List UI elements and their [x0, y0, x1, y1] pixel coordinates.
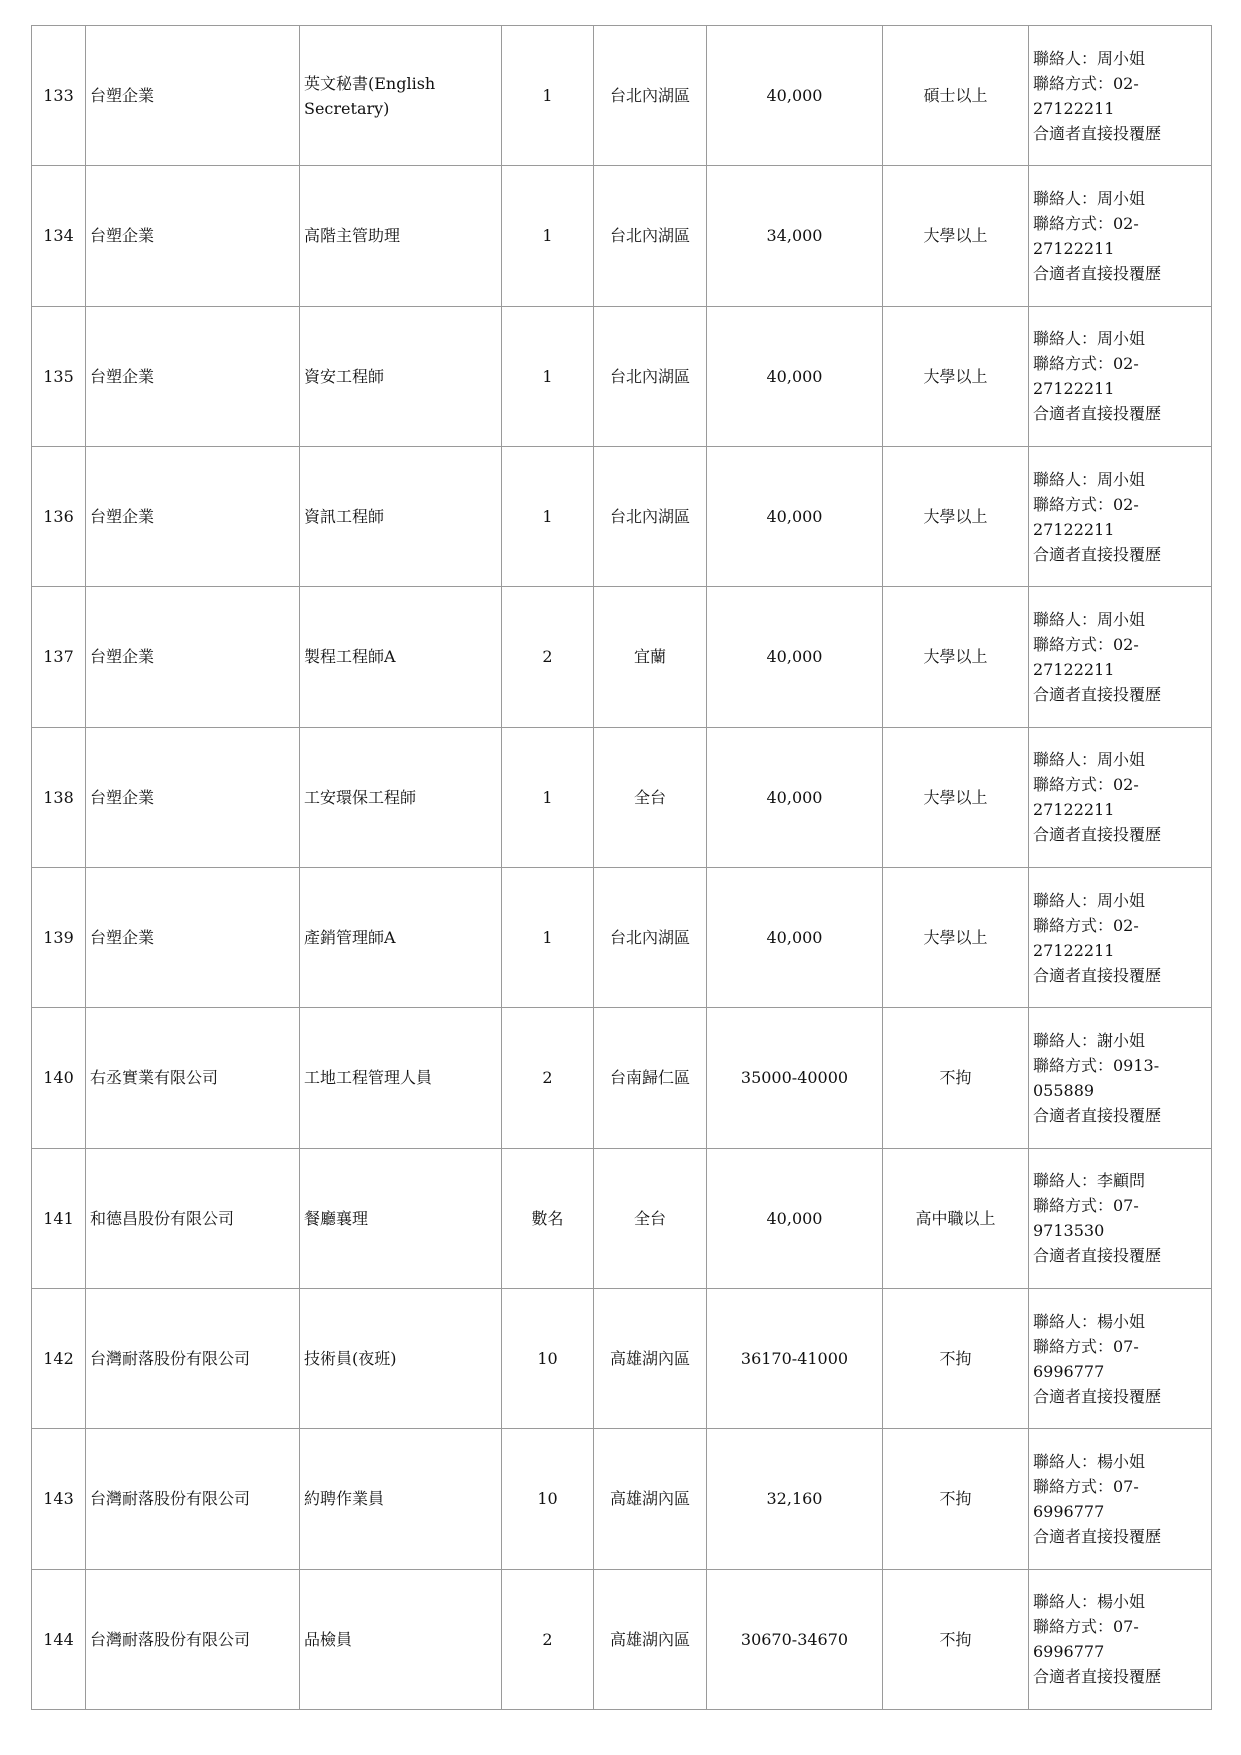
work-location: 高雄湖內區 [594, 1288, 707, 1428]
company-name: 台塑企業 [86, 306, 300, 446]
table-row [32, 26, 1212, 166]
contact-person: 聯絡人：周小姐 [1033, 329, 1146, 349]
contact-note: 合適者直接投覆歷 [1033, 1246, 1162, 1266]
headcount: 1 [502, 26, 594, 166]
contact-note: 合適者直接投覆歷 [1033, 404, 1162, 424]
education-requirement: 大學以上 [883, 166, 1029, 306]
company-name: 台塑企業 [86, 446, 300, 586]
table-row [32, 1288, 1212, 1428]
table-row [32, 867, 1212, 1007]
work-location: 全台 [594, 1148, 707, 1288]
education-requirement: 不拘 [883, 1429, 1029, 1569]
row-number: 136 [32, 446, 86, 586]
contact-phone: 聯絡方式：02-27122211 [1033, 354, 1139, 399]
salary: 40,000 [707, 727, 883, 867]
salary: 40,000 [707, 867, 883, 1007]
contact-phone: 聯絡方式：02-27122211 [1033, 494, 1139, 539]
job-title: 工安環保工程師 [300, 727, 502, 867]
table-body [32, 26, 1212, 1710]
contact-info [1029, 1008, 1212, 1148]
row-number: 140 [32, 1008, 86, 1148]
row-number: 133 [32, 26, 86, 166]
work-location: 台南歸仁區 [594, 1008, 707, 1148]
contact-phone: 聯絡方式：07-6996777 [1033, 1336, 1139, 1381]
contact-person: 聯絡人：周小姐 [1033, 188, 1146, 208]
work-location: 台北內湖區 [594, 446, 707, 586]
table-row [32, 1569, 1212, 1709]
salary: 40,000 [707, 26, 883, 166]
headcount: 2 [502, 587, 594, 727]
contact-person: 聯絡人：楊小姐 [1033, 1451, 1146, 1471]
contact-info [1029, 867, 1212, 1007]
job-title: 資安工程師 [300, 306, 502, 446]
salary: 40,000 [707, 306, 883, 446]
contact-info [1029, 1569, 1212, 1709]
contact-note: 合適者直接投覆歷 [1033, 1526, 1162, 1546]
contact-phone: 聯絡方式：07-6996777 [1033, 1476, 1139, 1521]
contact-info [1029, 26, 1212, 166]
education-requirement: 大學以上 [883, 587, 1029, 727]
work-location: 全台 [594, 727, 707, 867]
headcount: 數名 [502, 1148, 594, 1288]
table-row [32, 1148, 1212, 1288]
education-requirement: 大學以上 [883, 867, 1029, 1007]
job-title: 製程工程師A [300, 587, 502, 727]
contact-note: 合適者直接投覆歷 [1033, 263, 1162, 283]
contact-person: 聯絡人：謝小姐 [1033, 1030, 1146, 1050]
education-requirement: 高中職以上 [883, 1148, 1029, 1288]
table-row [32, 587, 1212, 727]
company-name: 台塑企業 [86, 587, 300, 727]
work-location: 高雄湖內區 [594, 1569, 707, 1709]
work-location: 高雄湖內區 [594, 1429, 707, 1569]
salary: 36170-41000 [707, 1288, 883, 1428]
contact-person: 聯絡人：周小姐 [1033, 609, 1146, 629]
job-title: 高階主管助理 [300, 166, 502, 306]
headcount: 1 [502, 727, 594, 867]
contact-note: 合適者直接投覆歷 [1033, 1105, 1162, 1125]
salary: 40,000 [707, 1148, 883, 1288]
row-number: 135 [32, 306, 86, 446]
contact-phone: 聯絡方式：07-9713530 [1033, 1196, 1139, 1241]
contact-person: 聯絡人：周小姐 [1033, 750, 1146, 770]
contact-info [1029, 1429, 1212, 1569]
row-number: 143 [32, 1429, 86, 1569]
table-row [32, 1008, 1212, 1148]
row-number: 141 [32, 1148, 86, 1288]
work-location: 台北內湖區 [594, 306, 707, 446]
contact-person: 聯絡人：楊小姐 [1033, 1311, 1146, 1331]
headcount: 1 [502, 166, 594, 306]
contact-phone: 聯絡方式：02-27122211 [1033, 73, 1139, 118]
work-location: 台北內湖區 [594, 166, 707, 306]
headcount: 2 [502, 1569, 594, 1709]
job-title: 工地工程管理人員 [300, 1008, 502, 1148]
job-title: 品檢員 [300, 1569, 502, 1709]
education-requirement: 大學以上 [883, 727, 1029, 867]
company-name: 台灣耐落股份有限公司 [86, 1569, 300, 1709]
job-title: 產銷管理師A [300, 867, 502, 1007]
contact-note: 合適者直接投覆歷 [1033, 825, 1162, 845]
job-title: 資訊工程師 [300, 446, 502, 586]
company-name: 和德昌股份有限公司 [86, 1148, 300, 1288]
education-requirement: 不拘 [883, 1008, 1029, 1148]
contact-info [1029, 306, 1212, 446]
contact-phone: 聯絡方式：0913-055889 [1033, 1055, 1160, 1100]
salary: 40,000 [707, 587, 883, 727]
row-number: 138 [32, 727, 86, 867]
row-number: 139 [32, 867, 86, 1007]
contact-person: 聯絡人：楊小姐 [1033, 1592, 1146, 1612]
table-row [32, 166, 1212, 306]
job-title: 技術員(夜班) [300, 1288, 502, 1428]
job-title: 英文秘書(English Secretary) [300, 26, 502, 166]
table-row [32, 446, 1212, 586]
company-name: 台塑企業 [86, 867, 300, 1007]
contact-phone: 聯絡方式：02-27122211 [1033, 915, 1139, 960]
contact-info [1029, 1288, 1212, 1428]
company-name: 台塑企業 [86, 727, 300, 867]
contact-note: 合適者直接投覆歷 [1033, 1667, 1162, 1687]
contact-note: 合適者直接投覆歷 [1033, 1386, 1162, 1406]
contact-person: 聯絡人：周小姐 [1033, 48, 1146, 68]
contact-person: 聯絡人：李顧問 [1033, 1171, 1146, 1191]
contact-note: 合適者直接投覆歷 [1033, 684, 1162, 704]
company-name: 右丞實業有限公司 [86, 1008, 300, 1148]
contact-note: 合適者直接投覆歷 [1033, 544, 1162, 564]
row-number: 144 [32, 1569, 86, 1709]
headcount: 1 [502, 446, 594, 586]
contact-note: 合適者直接投覆歷 [1033, 123, 1162, 143]
education-requirement: 碩士以上 [883, 26, 1029, 166]
company-name: 台塑企業 [86, 166, 300, 306]
contact-info [1029, 1148, 1212, 1288]
row-number: 137 [32, 587, 86, 727]
contact-info [1029, 166, 1212, 306]
salary: 34,000 [707, 166, 883, 306]
contact-person: 聯絡人：周小姐 [1033, 469, 1146, 489]
salary: 32,160 [707, 1429, 883, 1569]
contact-note: 合適者直接投覆歷 [1033, 965, 1162, 985]
work-location: 台北內湖區 [594, 26, 707, 166]
salary: 30670-34670 [707, 1569, 883, 1709]
headcount: 1 [502, 306, 594, 446]
table-row [32, 727, 1212, 867]
headcount: 10 [502, 1288, 594, 1428]
job-title: 約聘作業員 [300, 1429, 502, 1569]
company-name: 台灣耐落股份有限公司 [86, 1429, 300, 1569]
contact-phone: 聯絡方式：02-27122211 [1033, 775, 1139, 820]
job-listings-table [31, 25, 1212, 1710]
education-requirement: 不拘 [883, 1288, 1029, 1428]
education-requirement: 大學以上 [883, 446, 1029, 586]
education-requirement: 大學以上 [883, 306, 1029, 446]
education-requirement: 不拘 [883, 1569, 1029, 1709]
contact-info [1029, 446, 1212, 586]
contact-info [1029, 727, 1212, 867]
contact-phone: 聯絡方式：02-27122211 [1033, 213, 1139, 258]
row-number: 142 [32, 1288, 86, 1428]
salary: 35000-40000 [707, 1008, 883, 1148]
contact-person: 聯絡人：周小姐 [1033, 890, 1146, 910]
work-location: 宜蘭 [594, 587, 707, 727]
contact-phone: 聯絡方式：02-27122211 [1033, 634, 1139, 679]
headcount: 10 [502, 1429, 594, 1569]
row-number: 134 [32, 166, 86, 306]
table-row [32, 1429, 1212, 1569]
salary: 40,000 [707, 446, 883, 586]
headcount: 2 [502, 1008, 594, 1148]
contact-phone: 聯絡方式：07-6996777 [1033, 1617, 1139, 1662]
headcount: 1 [502, 867, 594, 1007]
company-name: 台灣耐落股份有限公司 [86, 1288, 300, 1428]
work-location: 台北內湖區 [594, 867, 707, 1007]
job-title: 餐廳襄理 [300, 1148, 502, 1288]
contact-info [1029, 587, 1212, 727]
table-row [32, 306, 1212, 446]
company-name: 台塑企業 [86, 26, 300, 166]
